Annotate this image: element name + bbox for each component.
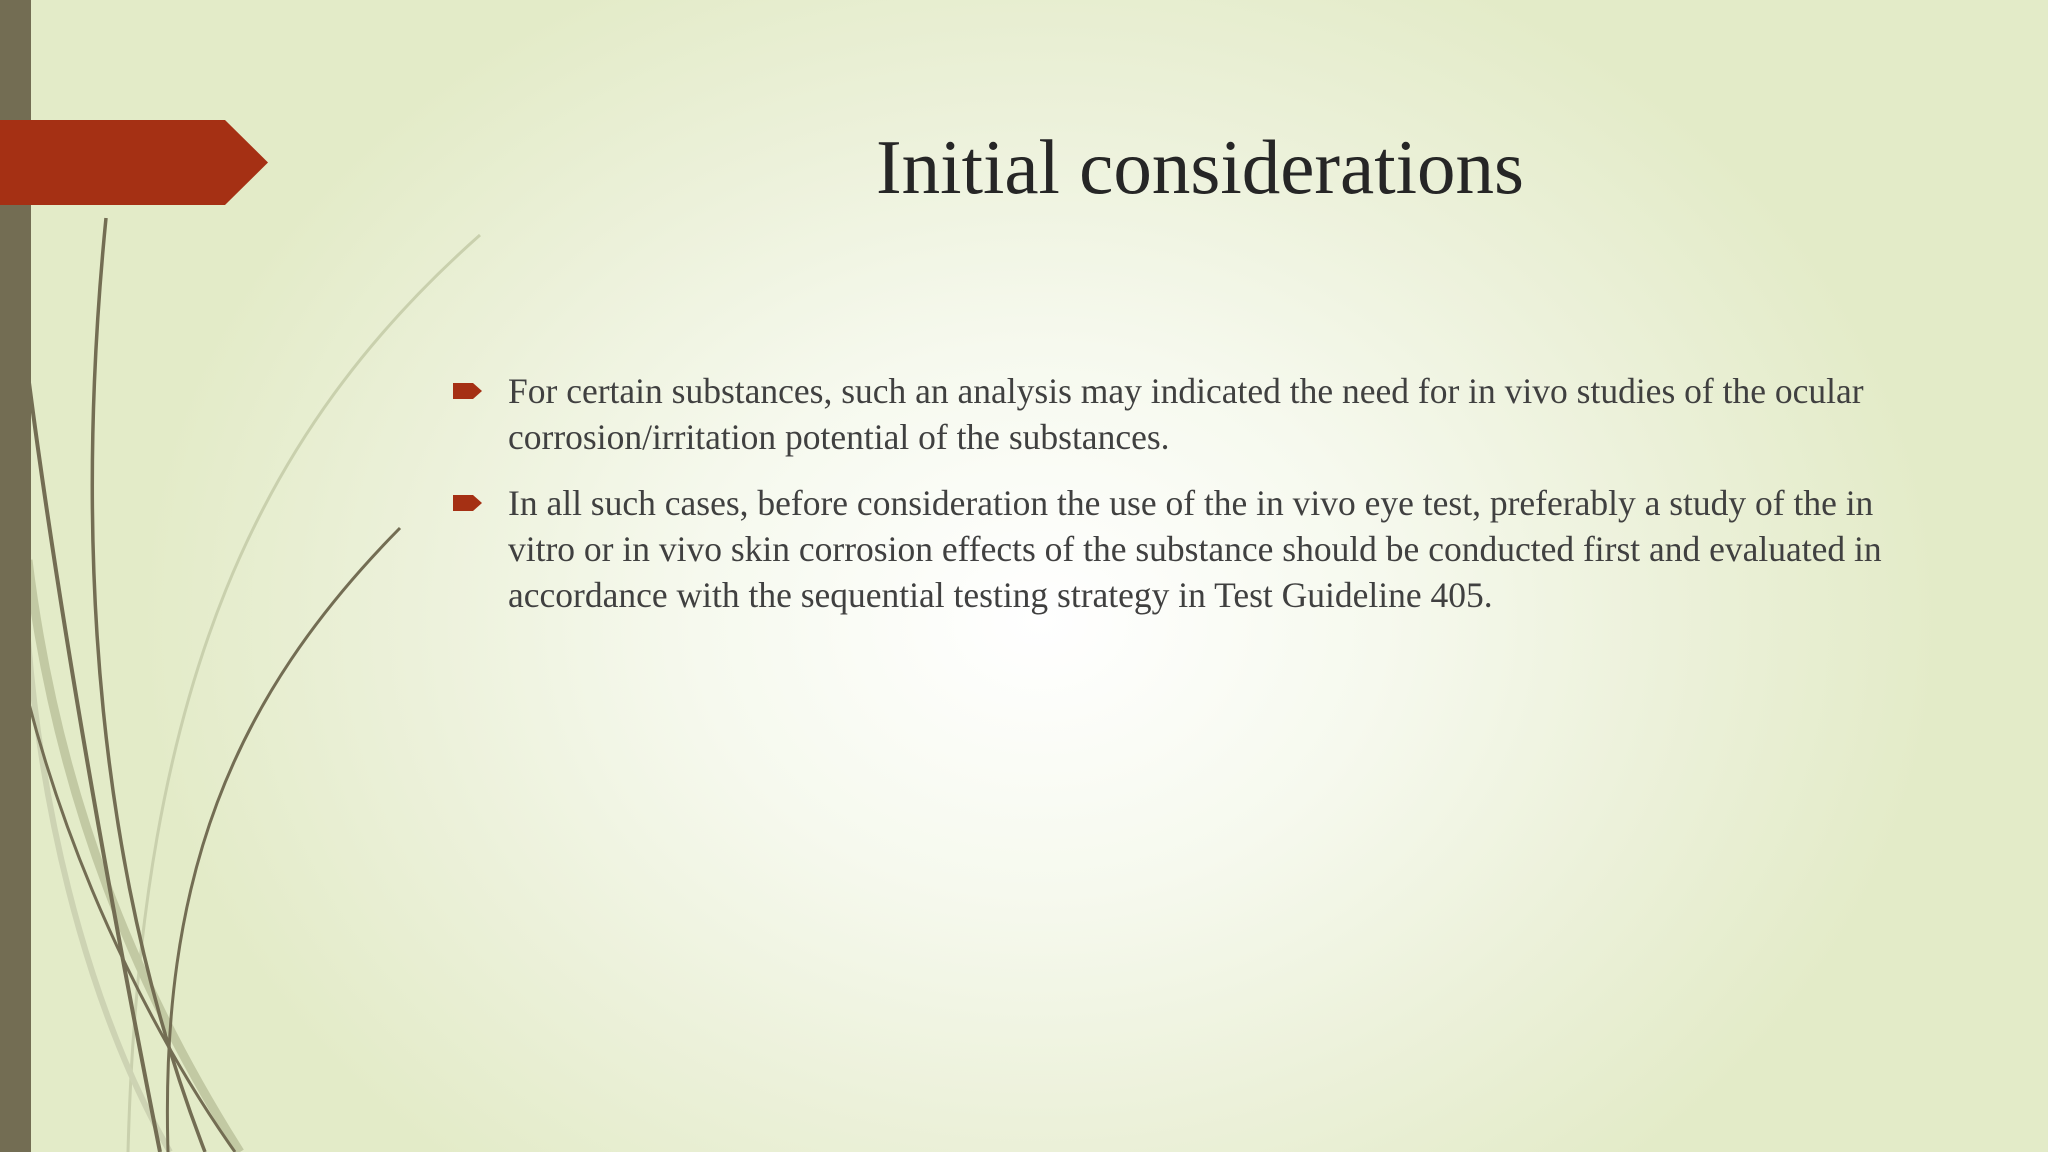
arrow-bullet-icon (453, 494, 483, 512)
bullet-item (450, 480, 1930, 618)
slide-title: Initial considerations (876, 124, 1524, 210)
arrow-bullet-icon (453, 382, 483, 400)
bullet-list (450, 368, 1930, 638)
bullet-item (450, 368, 1930, 460)
title-flag-arrow (0, 120, 268, 205)
bullet-text: In all such cases, before consideration the use of the in vivo eye test, preferably a study of the in vitro or in vivo skin corrosion effects of the substance should be conducted first and evaluated in accordance with the sequential testing strategy in Test Guideline 405. (508, 483, 1882, 615)
bullet-text: For certain substances, such an analysis may indicated the need for in vivo studies of the ocular corrosion/irritation potential of the substances. (508, 371, 1864, 457)
